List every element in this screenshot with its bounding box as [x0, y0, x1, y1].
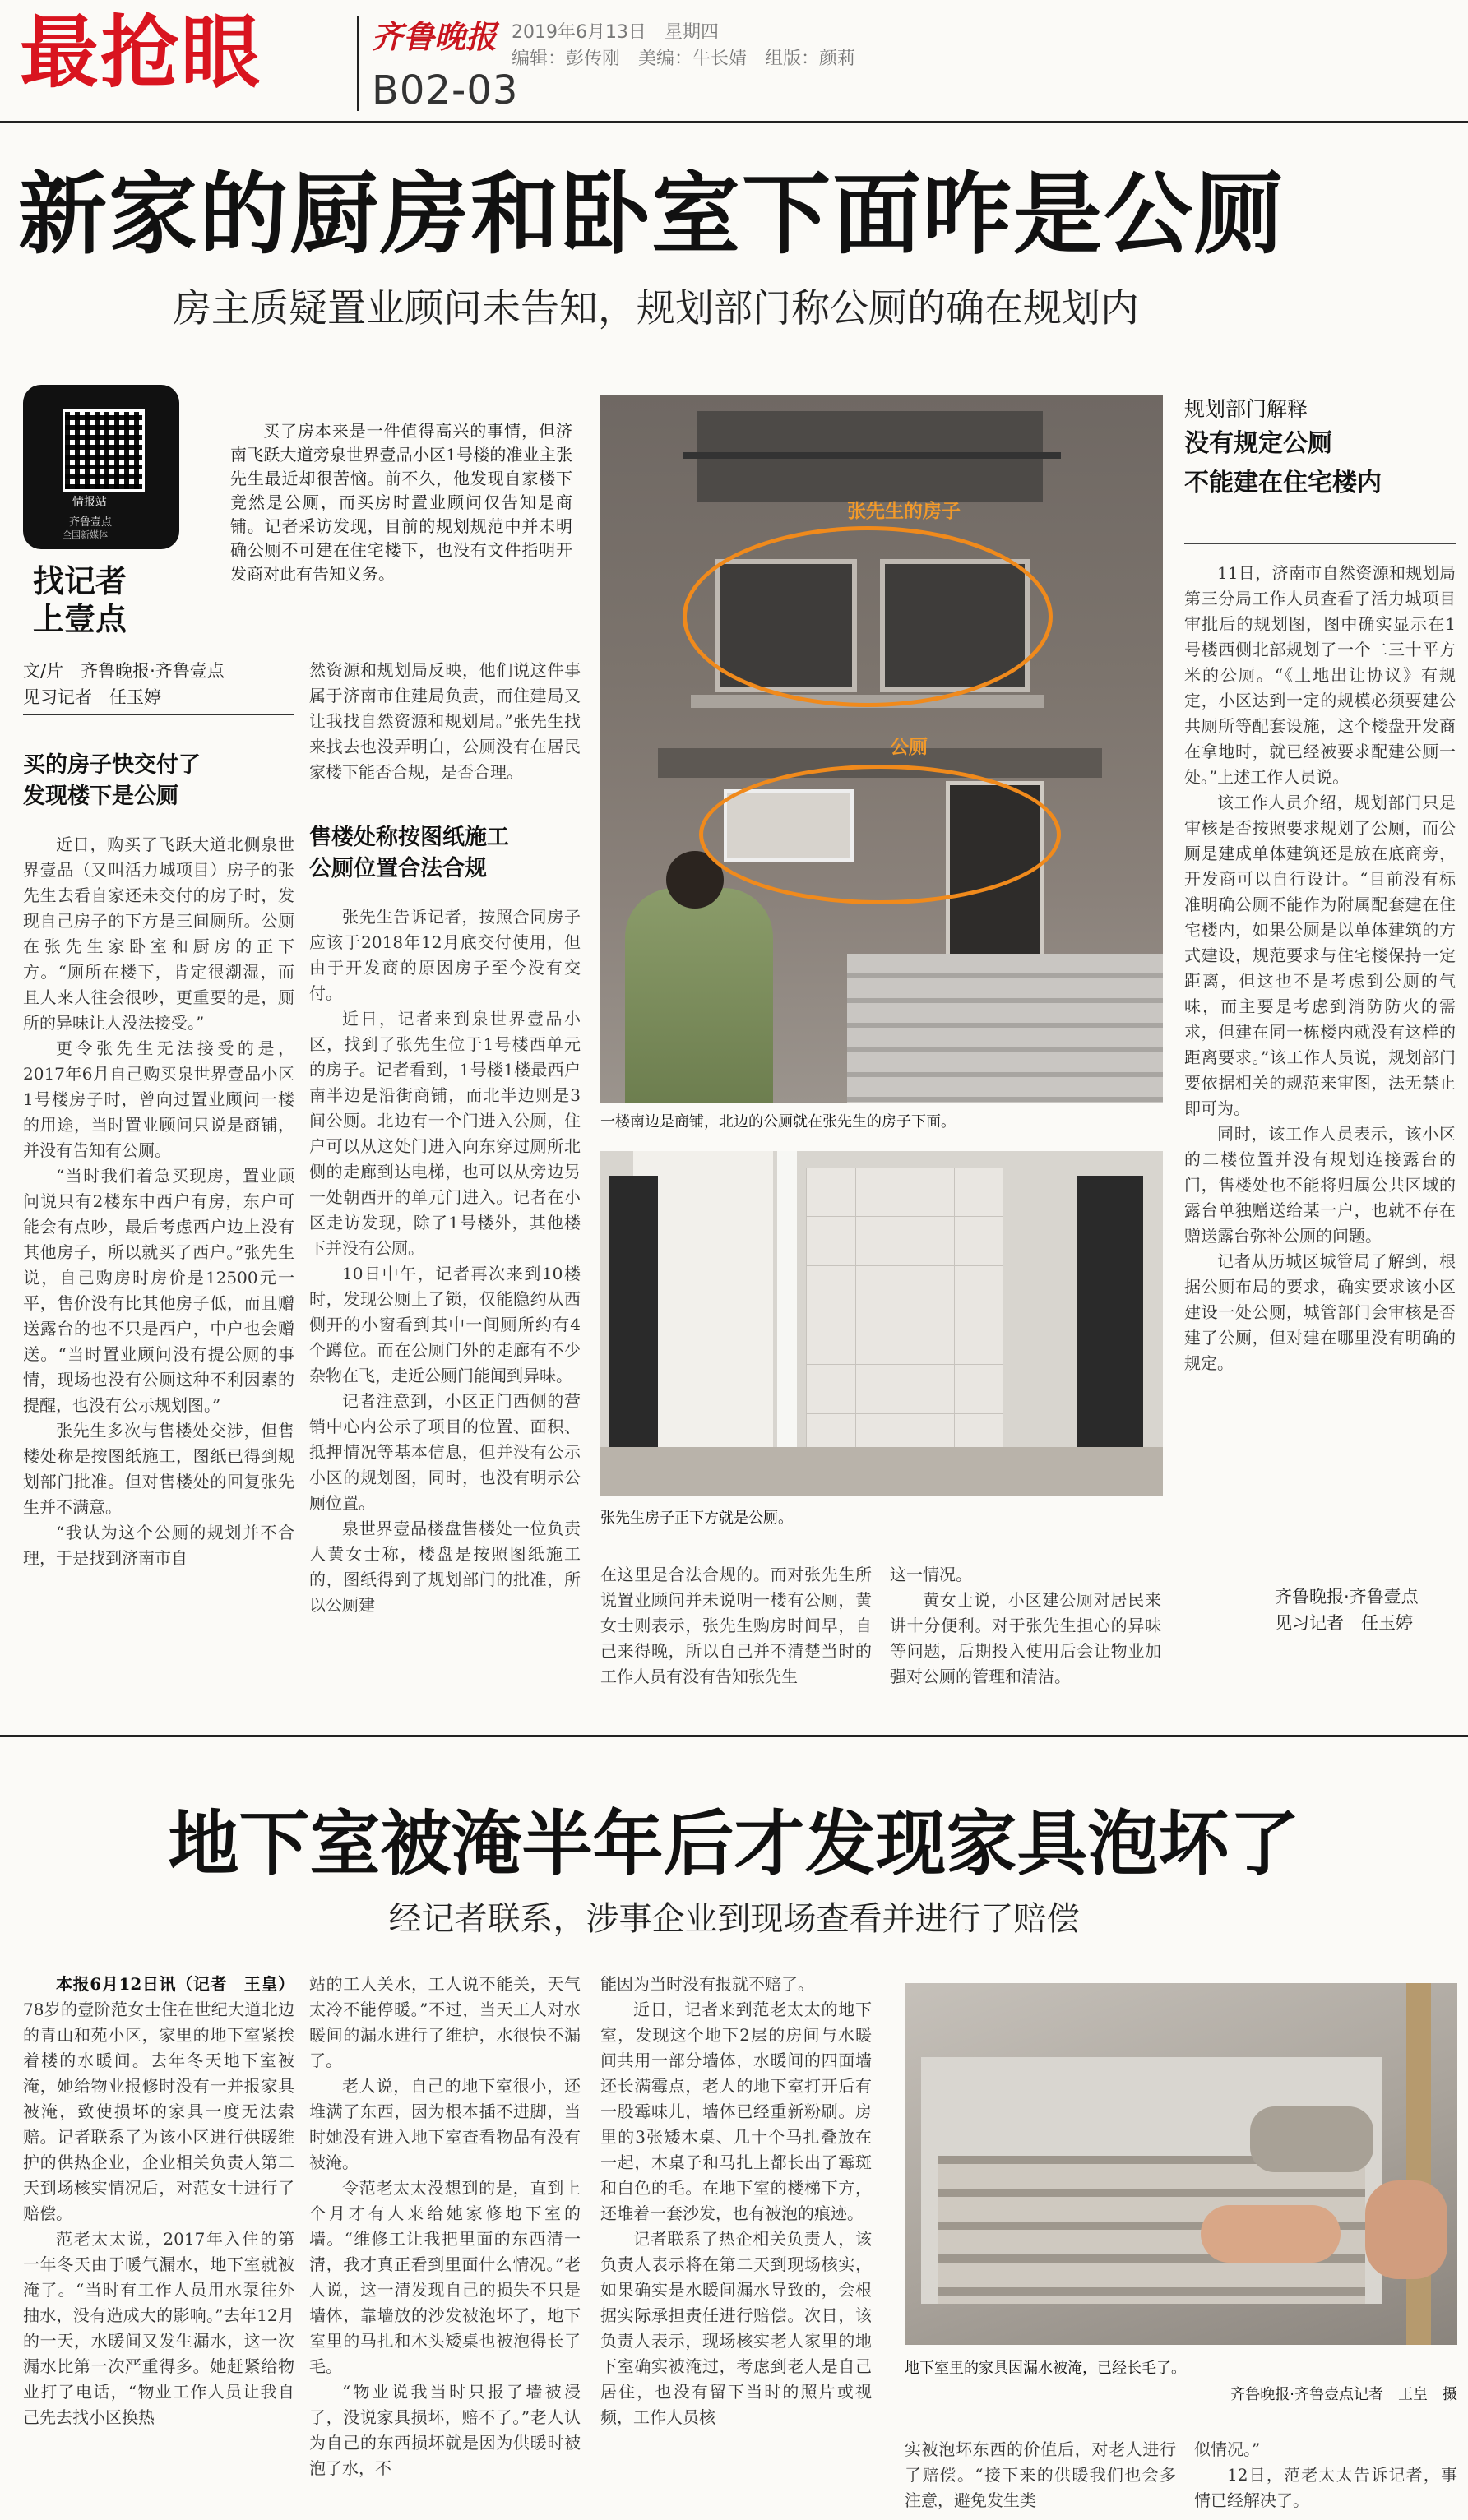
steps — [847, 954, 1163, 1103]
hand — [1365, 2180, 1447, 2279]
badge-small-line1: 齐鲁壹点 — [69, 516, 113, 529]
paragraph: 在这里是合法合规的。而对张先生所说置业顾问并未说明一楼有公厕，黄女士则表示，张先生购房时间早，自己来得晚，所以自己并不清楚当时的工作人员有没有告知张先生 — [600, 1565, 872, 1686]
photo-toilet-interior — [600, 1151, 1163, 1496]
hand — [1201, 2205, 1341, 2263]
story1-lede — [230, 419, 572, 586]
sidebar — [1184, 395, 1456, 503]
story2-column-3 — [600, 1972, 872, 2430]
paragraph: 11日，济南市自然资源和规划局第三分局工作人员查看了活力城项目审批后的规划图，图中确实显示在1号楼西侧北部规划了一个二三十平方米的公厕。“《土地出让协议》有规定，小区达到一定的规模必须要建公共厕所等配套设施，这个楼盘开发商在拿地时，就已经被要求配建公厕一处。”上述工作人员说。 — [1184, 563, 1456, 787]
story1-column-2a — [309, 658, 581, 785]
masthead-divider — [357, 16, 359, 111]
paragraph: 近日，记者来到范老太太的地下室，发现这个地下2层的房间与水暖间共用一部分墙体，水暖间的四面墙还长满霉点，老人的地下室打开后有一股霉味儿，墙体已经重新粉刷。房里的3张矮木桌、几十个马扎叠放在一起，木桌子和马扎上都长出了霉斑和白色的毛。在地下室的楼梯下方，还堆着一套沙发，也有被泡的痕迹。 — [600, 2000, 872, 2223]
sidebar-kicker: 规划部门解释 — [1184, 397, 1308, 421]
mold-patch — [1250, 2106, 1373, 2172]
photo1-caption: 一楼南边是商铺，北边的公厕就在张先生的房子下面。 — [600, 1113, 956, 1131]
upper-balcony-rail — [683, 452, 1061, 459]
editors-line: 编辑：彭传刚 美编：牛长婧 组版：颜莉 — [512, 49, 856, 69]
person-figure — [625, 888, 773, 1103]
section2-heading: 售楼处称按图纸施工 公厕位置合法合规 — [309, 825, 509, 881]
sidebar-byline — [1275, 1584, 1456, 1636]
broom — [1406, 1983, 1431, 2345]
paragraph: 老人说，自己的地下室很小，还堆满了东西，因为根本插不进脚，当时她没有进入地下室查看物品有没有被淹。 — [309, 2076, 581, 2172]
sidebar-body — [1184, 561, 1456, 1376]
paragraph: 记者注意到，小区正门西侧的营销中心内公示了项目的位置、面积、抵押情况等基本信息，但并没有公示小区的规划图，同时，也没有明示公厕位置。 — [309, 1391, 581, 1513]
story1-column-1 — [23, 832, 294, 1571]
story2-headline: 地下室被淹半年后才发现家具泡坏了 — [168, 1803, 1300, 1885]
paragraph: 记者从历城区城管局了解到，根据公厕布局的要求，确实要求该小区建设一处公厕，城管部门会审核是否建了公厕，但对建在哪里没有明确的规定。 — [1184, 1251, 1456, 1373]
paragraph: 张先生告诉记者，按照合同房子应该于2018年12月底交付使用，但由于开发商的原因房子至今没有交付。 — [309, 907, 581, 1003]
story2-column-3-end — [905, 2437, 1176, 2513]
story2-column-4-end — [1194, 2437, 1457, 2513]
sidebar-rule — [1184, 543, 1456, 544]
paper-name-logo: 齐鲁晚报 — [372, 18, 498, 55]
masthead — [0, 0, 1468, 123]
paragraph: 实被泡坏东西的价值后，对老人进行了赔偿。“接下来的供暖我们也会多注意，避免发生类 — [905, 2439, 1176, 2510]
sidebar-headline-line1: 没有规定公厕 — [1184, 429, 1332, 458]
story1-byline — [23, 658, 294, 710]
story2-column-1 — [23, 1972, 294, 2430]
story2-photo-caption: 地下室里的家具因漏水被淹，已经长毛了。 — [905, 2360, 1186, 2377]
paragraph: 10日中午，记者再次来到10楼时，发现公厕上了锁，仅能隐约从西侧开的小窗看到其中一间厕所约有4个蹲位。而在公厕门外的走廊有不少杂物在飞，走近公厕门能闻到异味。 — [309, 1264, 581, 1385]
contact-badge[interactable] — [23, 362, 188, 637]
paragraph: 近日，记者来到泉世界壹品小区，找到了张先生位于1号楼西单元的房子。记者看到，1号楼1楼最西户南半边是沿街商铺，而北半边则是3间公厕。北边有一个门进入公厕，住户可以从这处门进入向东穿过厕所北侧的走廊到达电梯，也可以从旁边另一处朝西开的单元门进入。记者在小区走访发现，除了1号楼外，其他楼下并没有公厕。 — [309, 1009, 581, 1258]
byline-line2: 见习记者 任玉婷 — [23, 687, 161, 707]
paragraph — [23, 1972, 294, 2226]
paragraph: 记者联系了热企相关负责人，该负责人表示将在第二天到现场核实，如果确实是水暖间漏水导致的，会根据实际承担责任进行赔偿。次日，该负责人表示，现场核实老人家里的地下室确实被淹过，考虑到老人是自己居住，也没有留下当时的照片或视频，工作人员核 — [600, 2229, 872, 2427]
paragraph: 泉世界壹品楼盘售楼处一位负责人黄女士称，楼盘是按照图纸施工的，图纸得到了规划部门的批准，所以公厕建 — [309, 1519, 581, 1615]
paragraph: “物业说我当时只报了墙被浸了，没说家具损坏，赔不了。”老人认为自己的东西损坏就是因为供暖时被泡了水，不 — [309, 2382, 581, 2478]
badge-slogan-line1: 找记者 — [33, 563, 127, 599]
qr-code-icon — [63, 409, 145, 492]
paragraph: 近日，购买了飞跃大道北侧泉世界壹品（又叫活力城项目）房子的张先生去看自家还未交付的房子时，发现自己房子的下方是三间厕所。公厕在张先生家卧室和厨房的正下方。“厕所在楼下，肯定很潮湿，而且人来人往会很吵，更重要的是，厕所的异味让人没法接受。” — [23, 835, 294, 1033]
story2-subheadline: 经记者联系，涉事企业到现场查看并进行了赔偿 — [388, 1900, 1080, 1938]
story1-headline: 新家的厨房和卧室下面咋是公厕 — [18, 164, 1285, 266]
section-title: 最抢眼 — [20, 7, 262, 99]
masthead-rule — [0, 121, 1468, 123]
paragraph: 张先生多次与售楼处交涉，但售楼处称是按图纸施工，图纸已得到规划部门批准。但对售楼处的回复张先生并不满意。 — [23, 1421, 294, 1517]
tile-wall — [806, 1168, 1003, 1480]
story1-column-2b — [309, 904, 581, 1618]
story-divider — [0, 1735, 1468, 1737]
house-highlight-ring — [683, 526, 1053, 707]
story1-subheadline: 房主质疑置业顾问未告知，规划部门称公厕的确在规划内 — [173, 286, 1139, 331]
photo-building-exterior — [600, 395, 1163, 1103]
label-toilet: 公厕 — [890, 737, 928, 758]
paragraph: 12日，范老太太告诉记者，事情已经解决了。 — [1194, 2465, 1457, 2510]
badge-small-line2: 全国新媒体 — [63, 529, 108, 540]
paragraph: 似情况。” — [1194, 2439, 1261, 2459]
story1-lede-text: 买了房本来是一件值得高兴的事情，但济南飞跃大道旁泉世界壹品小区1号楼的准业主张先生最近却很苦恼。前不久，他发现自家楼下竟然是公厕，而买房时置业顾问仅告知是商铺。记者采访发现，目前的规划规范中并未明确公厕不可建在住宅楼下，也没有文件指明开发商对此有告知义务。 — [230, 421, 572, 584]
page-code: B02-03 — [372, 67, 519, 113]
paragraph: 范老太太说，2017年入住的第一年冬天由于暖气漏水，地下室就被淹了。“当时有工作人员用水泵往外抽水，没有造成大的影响。”去年12月的一天，水暖间又发生漏水，这一次漏水比第一次严重得多。她赶紧给物业打了电话，“物业工作人员让我自己先去找小区换热 — [23, 2229, 294, 2427]
paragraph: 能因为当时没有报就不赔了。 — [600, 1974, 814, 1994]
sidebar-byline-line2: 见习记者 任玉婷 — [1275, 1613, 1413, 1633]
story2-column-2 — [309, 1972, 581, 2481]
paragraph: 同时，该工作人员表示，该小区的二楼位置并没有规划连接露台的门，售楼处也不能将归属公共区域的露台单独赠送给某一户，也就不存在赠送露台弥补公厕的问题。 — [1184, 1124, 1456, 1246]
byline-line1: 文/片 齐鲁晚报·齐鲁壹点 — [23, 661, 225, 681]
photo2-caption: 张先生房子正下方就是公厕。 — [600, 1510, 793, 1527]
photo-flooded-furniture — [905, 1983, 1457, 2345]
label-house: 张先生的房子 — [847, 501, 961, 522]
paragraph: 这一情况。 — [890, 1565, 972, 1584]
paragraph: 更令张先生无法接受的是，2017年6月自己购买泉世界壹品小区1号楼房子时，曾向过置业顾问一楼的用途，当时置业顾问只说是商铺，并没有告知有公厕。 — [23, 1038, 294, 1160]
sidebar-headline-line2: 不能建在住宅楼内 — [1184, 469, 1382, 497]
story1-column-4 — [890, 1562, 1161, 1690]
paragraph: “我认为这个公厕的规划并不合理，于是找到济南市自 — [23, 1523, 294, 1568]
floor-debris — [600, 1447, 1163, 1496]
toilet-highlight-ring — [699, 765, 1061, 904]
paragraph: 然资源和规划局反映，他们说这件事属于济南市住建局负责，而住建局又让我找自然资源和规划局。”张先生找来找去也没弄明白，公厕没有在居民家楼下能否合规，是否合理。 — [309, 660, 581, 782]
story1-column-3 — [600, 1562, 872, 1690]
paragraph: 黄女士说，小区建公厕对居民来讲十分便利。对于张先生担心的异味等问题，后期投入使用后会让物业加强对公厕的管理和清洁。 — [890, 1590, 1161, 1686]
paragraph: 该工作人员介绍，规划部门只是审核是否按照要求规划了公厕，而公厕是建成单体建筑还是放在底商旁，开发商可以自行设计。“目前没有标准明确公厕不能作为附属配套建在住宅楼内，如果公厕是以单体建筑的方式建设，规范要求与住宅楼保持一定距离，但这也不是考虑到公厕的气味，而主要是考虑到消防防火的需求，但建在同一栋楼内就没有这样的距离要求。”该工作人员说，规划部门要依据相关的规范来审图，法无禁止即可为。 — [1184, 793, 1456, 1118]
story2-photo-credit: 齐鲁晚报·齐鲁壹点记者 王皇 摄 — [1230, 2386, 1457, 2403]
section1-heading: 买的房子快交付了 发现楼下是公厕 — [23, 752, 201, 809]
paragraph: 站的工人关水，工人说不能关，天气太冷不能停暖。”不过，当天工人对水暖间的漏水进行了维护，水很快不漏了。 — [309, 1974, 581, 2070]
pipe — [777, 1151, 797, 1496]
paragraph: 令范老太太没想到的是，直到上个月才有人来给她家修地下室的墙。“维修工让我把里面的东西清一清，我才真正看到里面什么情况。”老人说，这一清发现自己的损失不只是墙体，靠墙放的沙发被泡坏了，地下室里的马扎和木头矮桌也被泡得长了毛。 — [309, 2178, 581, 2376]
badge-slogan-line2: 上壹点 — [33, 601, 127, 637]
byline-rule — [23, 714, 294, 715]
sidebar-byline-line1: 齐鲁晚报·齐鲁壹点 — [1275, 1587, 1419, 1607]
date-line: 2019年6月13日 星期四 — [512, 22, 719, 43]
qr-caption: 情报站 — [72, 496, 107, 509]
dateline: 本报6月12日讯（记者 王皇） — [56, 1974, 294, 1994]
lede-text: 78岁的壹阶范女士住在世纪大道北边的青山和苑小区，家里的地下室紧挨着楼的水暖间。去年冬天地下室被淹，她给物业报修时没有一并报家具被淹，致使损坏的家具一度无法索赔。记者联系了为该小区进行供暖维护的供热企业，企业相关负责人第二天到场核实情况后，对范女士进行了赔偿。 — [23, 2000, 294, 2223]
paragraph: “当时我们着急买现房，置业顾问说只有2楼东中西户有房，东户可能会有点吵，最后考虑西户边上没有其他房子，所以就买了西户。”张先生说，自己购房时房价是12500元一平，售价没有比其他房子低，而且赠送露台的也不只是西户，中户也会赠送。“当时置业顾问没有提公厕的事情，现场也没有公厕这种不利因素的提醒，也没有公示规划图。” — [23, 1166, 294, 1415]
